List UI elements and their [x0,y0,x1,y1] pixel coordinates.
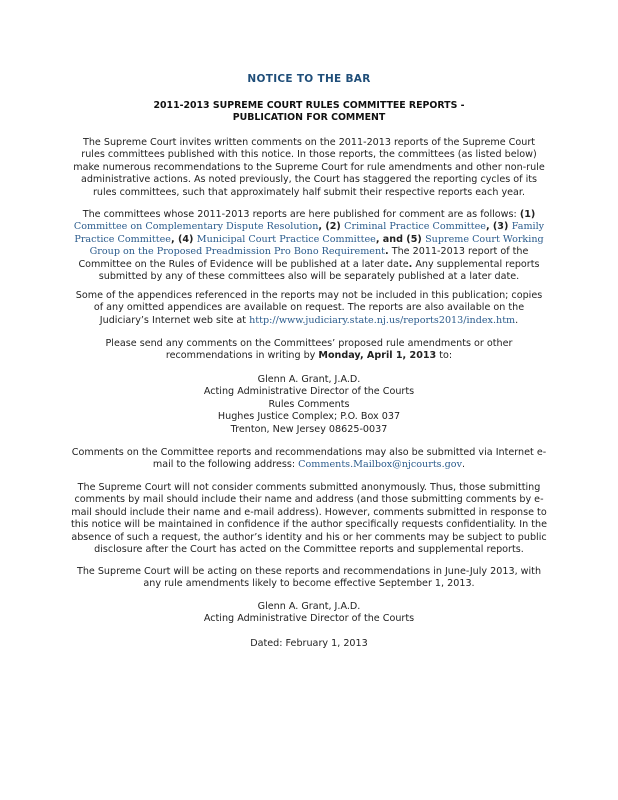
address-line: Glenn A. Grant, J.A.D. [257,374,361,385]
committee-number-2: , (2) [318,221,345,233]
send-comments-end: to: [436,350,453,362]
address-line: Rules Comments [268,398,350,410]
committee-link-pro-bono[interactable]: Supreme Court Working Group on the Proposed Preadmission Pro Bono Requirement [89,233,544,258]
signature-name: Glenn A. Grant, J.A.D. [257,601,361,612]
appendices-text: Some of the appendices referenced in the reports may not be included in this publication; copies of any omitted appendices are available on request. The reports are also available on the Judiciary’s Internet web site at [75,290,543,326]
subtitle-line-2: PUBLICATION FOR COMMENT [232,112,386,123]
committee-number-4: , (4) [170,233,197,245]
signature-block [70,601,548,626]
email-end: . [462,459,466,471]
subtitle-line-1: 2011-2013 SUPREME COURT RULES COMMITTEE REPORTS - [153,100,465,111]
address-line: Hughes Justice Complex; P.O. Box 037 [217,411,401,423]
email-text: Comments on the Committee reports and recommendations may also be submitted via Internet e-mail to the following address: [71,447,547,471]
send-comments-paragraph [70,338,548,363]
committees-paragraph [70,209,548,283]
send-comments-text: Please send any comments on the Committees’ proposed rule amendments or other recommendations in writing by [105,338,513,362]
period-after-evidence: . [408,258,413,270]
anonymous-comments-paragraph: The Supreme Court will not consider comments submitted anonymously. Thus, those submitting comments by mail should include their name and address (and those submitting comments by e-mail should include their name and e-mail address). However, comments submitted in response to this notice will be maintained in confidence if the author specifically requests confidentiality. In the absence of such a request, the author’s identity and his or her comments may be subject to public disclosure after the Court has acted on the Committee reports and supplemental reports. [71,482,547,556]
period-after-committees: . [385,246,389,258]
committee-link-municipal[interactable]: Municipal Court Practice Committee [196,233,376,245]
deadline-date: Monday, April 1, 2013 [318,350,437,362]
address-line: Trenton, New Jersey 08625-0037 [230,423,388,435]
dated-line: Dated: February 1, 2013 [250,638,368,649]
committee-number-5: , and (5) [375,233,426,245]
supplemental-reports-text: Any supplemental reports submitted by any of these committees also will be separately published at a later date. [98,258,540,283]
committee-link-criminal[interactable]: Criminal Practice Committee [344,221,486,233]
address-line: Acting Administrative Director of the Courts [203,386,415,398]
schedule-paragraph: The Supreme Court will be acting on these reports and recommendations in June-July 2013, with any rule amendments likely to become effective September 1, 2013. [76,566,542,590]
committee-link-cdr[interactable]: Committee on Complementary Dispute Resolution [73,221,319,233]
appendices-end: . [515,314,519,326]
signature-title: Acting Administrative Director of the Courts [203,613,415,625]
committee-number-1: (1) [519,209,536,220]
reports-url-link[interactable]: http://www.judiciary.state.nj.us/reports2013/index.htm [249,314,516,326]
page-subtitle [0,100,618,124]
comments-email-link[interactable]: Comments.Mailbox@njcourts.gov [298,459,462,471]
evidence-report-text: The 2011-2013 report of the Committee on the Rules of Evidence will be published at a later date [78,246,529,270]
intro-paragraph: The Supreme Court invites written comments on the 2011-2013 reports of the Supreme Court rules committees published with this notice. In those reports, the committees (as listed below) make numerous recommendations to the Supreme Court for rule amendments and other non-rule administrative actions. As noted previously, the Court has staggered the reporting cycles of its rules committees, such that approximately half submit their respective reports each year. [73,137,545,198]
email-paragraph [70,447,548,472]
committee-number-3: , (3) [485,221,512,233]
committees-intro-text: The committees whose 2011-2013 reports are here published for comment are as follows: [82,209,520,220]
page-title: NOTICE TO THE BAR [247,73,371,85]
mailing-address [70,374,548,436]
committee-link-family[interactable]: Family Practice Committee [74,221,545,245]
appendices-paragraph [70,290,548,327]
